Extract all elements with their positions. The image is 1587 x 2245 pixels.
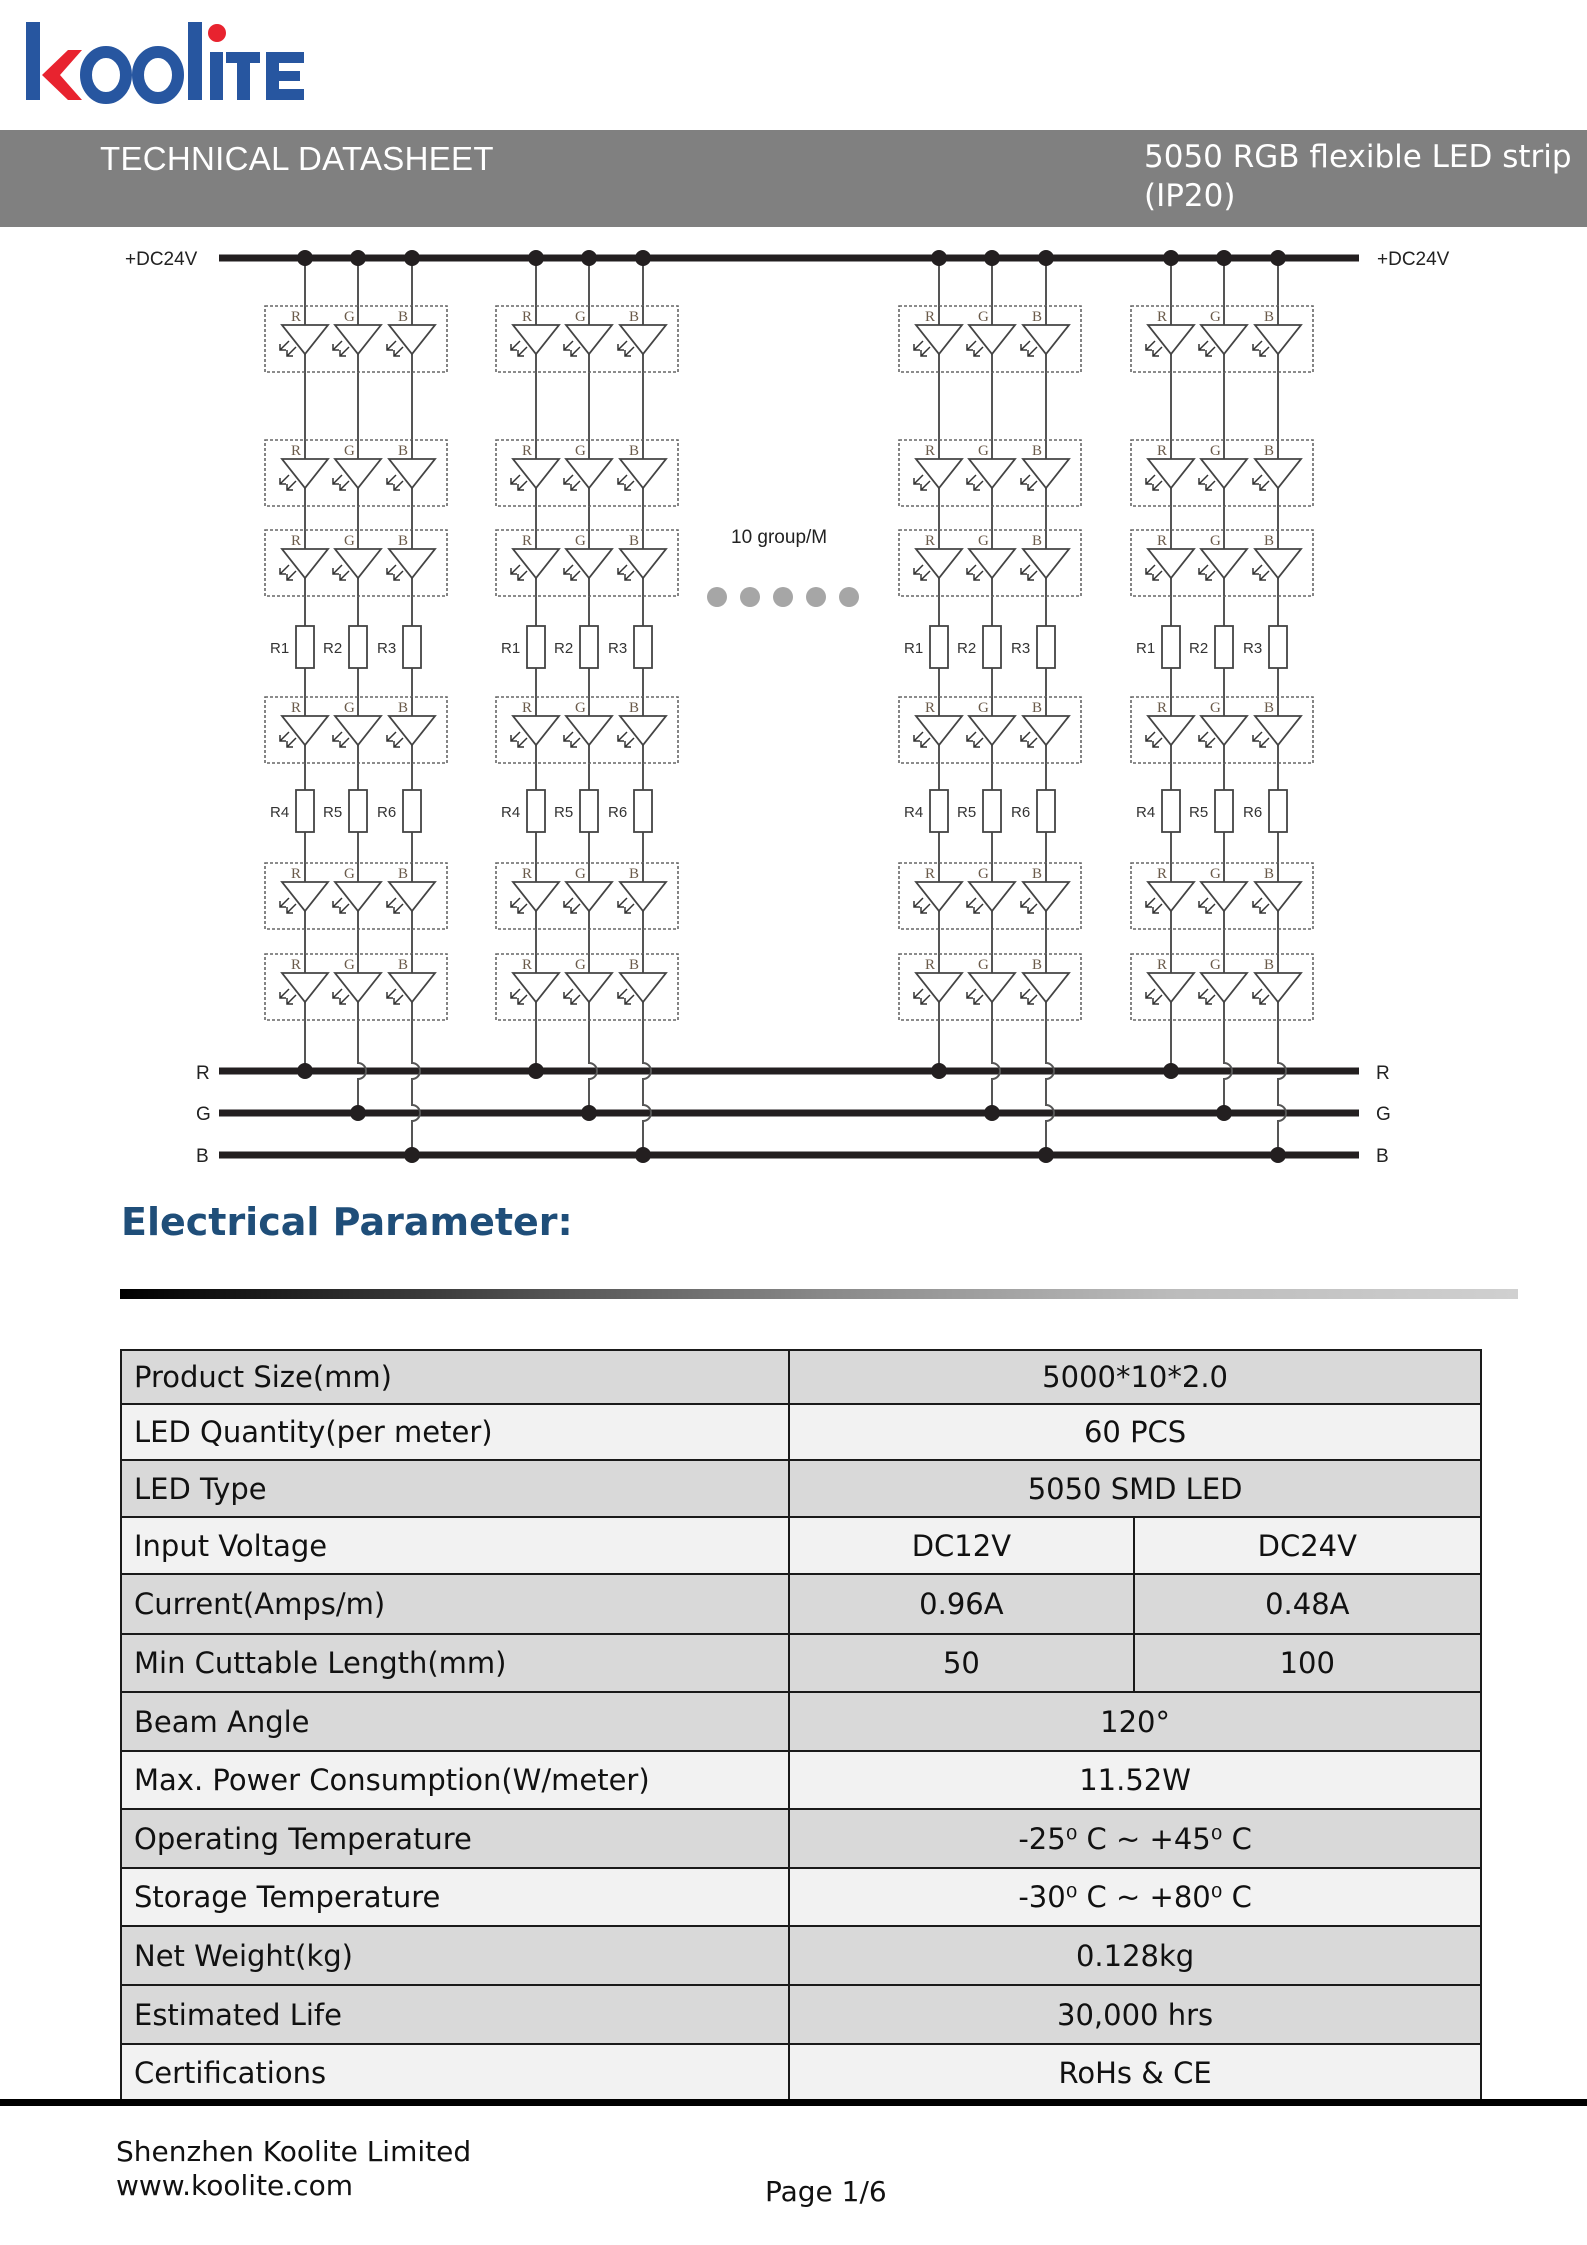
led-channel-letter: B [629,309,640,325]
led-channel-letter: R [925,700,936,716]
led-channel-letter: R [522,443,533,459]
led-channel-letter: B [398,443,409,459]
spec-value: 0.128kg [789,1926,1481,1985]
led-channel-letter: B [1264,700,1275,716]
resistor-icon [349,626,367,668]
supply-junction [297,250,313,266]
gradient-divider [120,1289,1518,1299]
resistor-label: R6 [1243,804,1263,821]
resistor-icon [1269,626,1287,668]
led-channel-letter: G [1210,443,1221,459]
footer-company-block [116,2135,471,2203]
spec-value: -25⁰ C ~ +45⁰ C [789,1809,1481,1868]
resistor-label: R2 [957,640,977,657]
supply-junction [931,250,947,266]
spec-row [121,1868,1481,1926]
led-channel-letter: R [925,533,936,549]
resistor-label: R1 [1136,640,1156,657]
led-channel-letter: B [1032,866,1043,882]
resistor-icon [580,790,598,832]
company-website[interactable]: www.koolite.com [116,2169,353,2202]
spec-label: Net Weight(kg) [121,1926,789,1985]
led-channel-letter: R [522,533,533,549]
resistor-icon [1215,626,1233,668]
resistor-label: R2 [323,640,343,657]
spec-label: Beam Angle [121,1692,789,1751]
bus-label-r-left: R [196,1063,210,1084]
resistor-icon [580,626,598,668]
led-channel-letter: G [344,957,355,973]
resistor-label: R4 [270,804,290,821]
led-channel-letter: B [629,957,640,973]
bus-junction [404,1147,420,1163]
spec-row [121,2044,1481,2102]
resistor-icon [1162,626,1180,668]
led-channel-letter: G [344,443,355,459]
resistor-icon [296,626,314,668]
led-channel-letter: G [344,533,355,549]
led-channel-letter: B [1032,443,1043,459]
resistor-label: R5 [1189,804,1209,821]
bus-junction [1163,1063,1179,1079]
spec-row [121,1404,1481,1460]
spec-value: 30,000 hrs [789,1985,1481,2044]
spec-value: 50 [789,1634,1133,1692]
led-channel-letter: B [398,309,409,325]
resistor-label: R3 [1011,640,1031,657]
resistor-label: R6 [1011,804,1031,821]
spec-label: LED Quantity(per meter) [121,1404,789,1460]
spec-value: 5000*10*2.0 [789,1350,1481,1404]
led-channel-letter: R [925,443,936,459]
resistor-icon [983,790,1001,832]
spec-row [121,1751,1481,1809]
resistor-icon [930,790,948,832]
led-channel-letter: R [522,957,533,973]
resistor-icon [1269,790,1287,832]
led-channel-letter: R [291,957,302,973]
led-channel-letter: G [978,309,989,325]
resistor-icon [1162,790,1180,832]
resistor-label: R6 [377,804,397,821]
resistor-icon [403,626,421,668]
bus-junction [581,1105,597,1121]
led-channel-letter: R [522,309,533,325]
footer-divider [0,2099,1587,2106]
bus-label-g-right: G [1376,1104,1391,1125]
resistor-label: R5 [957,804,977,821]
bus-junction [984,1105,1000,1121]
led-channel-letter: G [1210,533,1221,549]
led-channel-letter: R [291,700,302,716]
led-channel-letter: R [1157,443,1168,459]
led-channel-letter: B [1264,866,1275,882]
ellipsis-dot [773,587,793,607]
led-channel-letter: R [1157,309,1168,325]
spec-label: Current(Amps/m) [121,1574,789,1634]
bus-junction [350,1105,366,1121]
resistor-icon [527,790,545,832]
document-type-title: TECHNICAL DATASHEET [100,140,494,177]
bus-label-b-right: B [1376,1146,1389,1167]
ellipsis-dot [839,587,859,607]
led-channel-letter: R [925,309,936,325]
led-channel-letter: B [1032,700,1043,716]
led-channel-letter: R [291,533,302,549]
resistor-label: R3 [608,640,628,657]
spec-label: Min Cuttable Length(mm) [121,1634,789,1692]
spec-value: DC12V [789,1517,1133,1574]
ellipsis-dot [707,587,727,607]
led-channel-letter: R [291,866,302,882]
supply-junction [1270,250,1286,266]
spec-row [121,1692,1481,1751]
resistor-label: R5 [554,804,574,821]
ellipsis-dot [806,587,826,607]
led-channel-letter: G [575,700,586,716]
spec-label: Storage Temperature [121,1868,789,1926]
resistor-label: R1 [270,640,290,657]
spec-row [121,1517,1481,1574]
led-channel-letter: G [978,443,989,459]
led-channel-letter: G [575,443,586,459]
led-channel-letter: G [344,700,355,716]
resistor-label: R4 [904,804,924,821]
supply-junction [1163,250,1179,266]
resistor-label: R2 [1189,640,1209,657]
supply-junction [1038,250,1054,266]
led-channel-letter: G [978,866,989,882]
supply-label-right: +DC24V [1377,249,1450,270]
bus-junction [635,1147,651,1163]
spec-value: 100 [1134,1634,1481,1692]
spec-value: 0.96A [789,1574,1133,1634]
resistor-label: R4 [501,804,521,821]
led-channel-letter: B [629,866,640,882]
led-channel-letter: G [978,533,989,549]
led-channel-letter: G [575,957,586,973]
led-channel-letter: G [344,866,355,882]
led-channel-letter: G [1210,700,1221,716]
supply-junction [528,250,544,266]
spec-label: Operating Temperature [121,1809,789,1868]
resistor-icon [1037,626,1055,668]
resistor-icon [983,626,1001,668]
supply-label-left: +DC24V [125,249,198,270]
bus-junction [1216,1105,1232,1121]
resistor-label: R6 [608,804,628,821]
spec-value: 5050 SMD LED [789,1460,1481,1517]
spec-label: Product Size(mm) [121,1350,789,1404]
spec-label: LED Type [121,1460,789,1517]
resistor-label: R2 [554,640,574,657]
spec-label: Estimated Life [121,1985,789,2044]
supply-junction [350,250,366,266]
bus-label-b-left: B [196,1146,209,1167]
spec-value: -30⁰ C ~ +80⁰ C [789,1868,1481,1926]
led-channel-letter: B [398,533,409,549]
resistor-label: R3 [377,640,397,657]
resistor-icon [634,790,652,832]
spec-row [121,1809,1481,1868]
resistor-label: R3 [1243,640,1263,657]
led-channel-letter: R [1157,866,1168,882]
resistor-label: R1 [501,640,521,657]
spec-row [121,1350,1481,1404]
bus-junction [1270,1147,1286,1163]
resistor-icon [403,790,421,832]
led-channel-letter: B [629,533,640,549]
led-channel-letter: R [522,700,533,716]
led-channel-letter: G [344,309,355,325]
resistor-label: R5 [323,804,343,821]
resistor-icon [527,626,545,668]
led-channel-letter: G [575,533,586,549]
ellipsis-dot [740,587,760,607]
spec-value: 120° [789,1692,1481,1751]
led-channel-letter: G [575,866,586,882]
led-channel-letter: B [1264,309,1275,325]
spec-row [121,1460,1481,1517]
company-name: Shenzhen Koolite Limited [116,2135,472,2168]
led-channel-letter: B [1264,533,1275,549]
resistor-icon [1215,790,1233,832]
led-channel-letter: G [575,309,586,325]
bus-label-r-right: R [1376,1063,1390,1084]
led-channel-letter: B [1032,309,1043,325]
spec-table [120,1349,1482,2103]
led-channel-letter: B [398,866,409,882]
spec-value: RoHs & CE [789,2044,1481,2102]
led-channel-letter: B [1264,957,1275,973]
supply-junction [581,250,597,266]
spec-label: Input Voltage [121,1517,789,1574]
spec-value: 0.48A [1134,1574,1481,1634]
led-channel-letter: R [1157,700,1168,716]
circuit-diagram [0,235,1587,1185]
resistor-icon [296,790,314,832]
supply-junction [1216,250,1232,266]
page-number: Page 1/6 [765,2175,887,2208]
led-channel-letter: R [925,866,936,882]
led-channel-letter: G [1210,957,1221,973]
led-channel-letter: G [978,957,989,973]
led-channel-letter: R [1157,957,1168,973]
resistor-icon [349,790,367,832]
spec-row [121,1985,1481,2044]
spec-value: 60 PCS [789,1404,1481,1460]
supply-junction [984,250,1000,266]
resistor-label: R4 [1136,804,1156,821]
supply-junction [635,250,651,266]
bus-junction [528,1063,544,1079]
group-note: 10 group/M [731,527,828,548]
led-channel-letter: B [629,443,640,459]
led-channel-letter: R [291,443,302,459]
led-channel-letter: G [1210,866,1221,882]
resistor-icon [930,626,948,668]
led-channel-letter: R [925,957,936,973]
section-heading: Electrical Parameter: [121,1200,573,1244]
spec-row [121,1926,1481,1985]
resistor-icon [634,626,652,668]
led-channel-letter: B [398,700,409,716]
spec-row [121,1574,1481,1634]
bus-junction [297,1063,313,1079]
led-channel-letter: R [522,866,533,882]
spec-value: DC24V [1134,1517,1481,1574]
led-channel-letter: B [398,957,409,973]
bus-label-g-left: G [196,1104,211,1125]
bus-junction [931,1063,947,1079]
resistor-label: R1 [904,640,924,657]
led-channel-letter: B [1032,533,1043,549]
spec-value: 11.52W [789,1751,1481,1809]
led-channel-letter: G [1210,309,1221,325]
spec-label: Certifications [121,2044,789,2102]
led-channel-letter: G [978,700,989,716]
resistor-icon [1037,790,1055,832]
led-channel-letter: B [1264,443,1275,459]
led-channel-letter: R [1157,533,1168,549]
led-channel-letter: B [629,700,640,716]
spec-row [121,1634,1481,1692]
led-channel-letter: B [1032,957,1043,973]
supply-junction [404,250,420,266]
product-title: 5050 RGB flexible LED strip (IP20) [1144,139,1572,214]
spec-label: Max. Power Consumption(W/meter) [121,1751,789,1809]
led-channel-letter: R [291,309,302,325]
bus-junction [1038,1147,1054,1163]
koolite-logo [24,20,314,104]
